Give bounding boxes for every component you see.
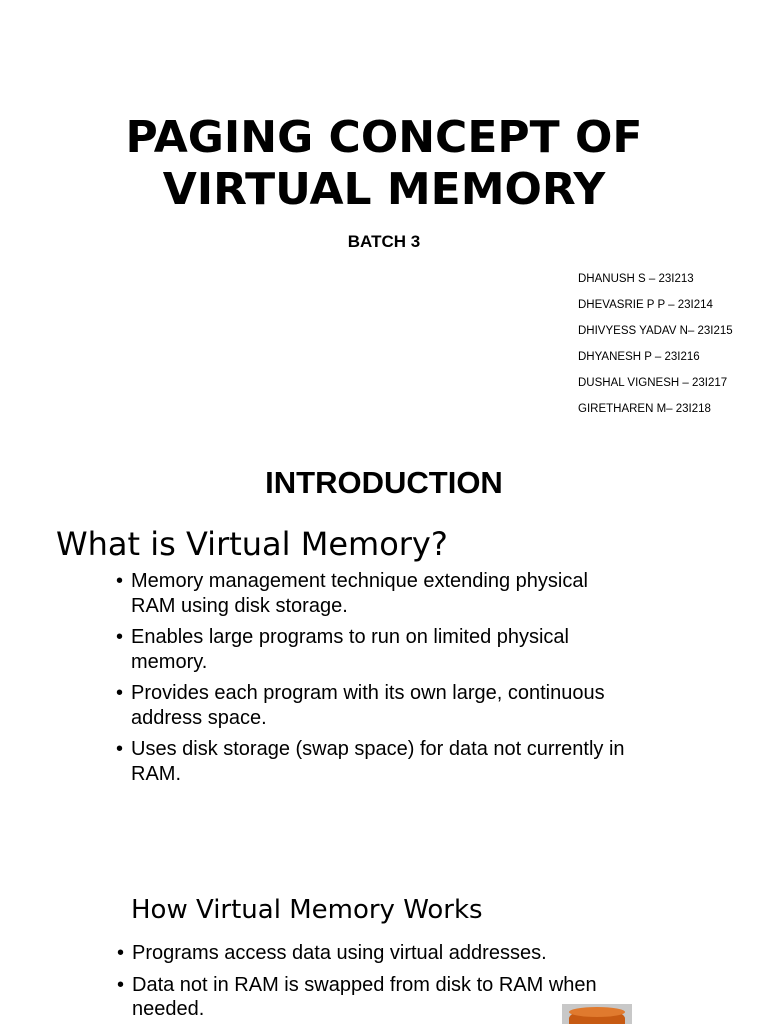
member-item: DHYANESH P – 23I216 <box>578 351 700 363</box>
disk-storage-image <box>562 1004 632 1024</box>
what-is-virtual-memory-heading: What is Virtual Memory? <box>56 525 448 563</box>
title-line: PAGING CONCEPT OF <box>125 112 643 163</box>
how-virtual-memory-works-heading: How Virtual Memory Works <box>131 895 483 925</box>
bullet-item: • Programs access data using virtual addresses. <box>117 941 632 966</box>
document-title <box>0 112 768 216</box>
how-bullet-list <box>117 941 632 1029</box>
member-item: DHIVYESS YADAV N– 23I215 <box>578 325 733 337</box>
introduction-heading: INTRODUCTION <box>265 465 503 500</box>
bullet-item: • Data not in RAM is swapped from disk to RAM when needed. <box>117 973 632 1022</box>
member-item: DUSHAL VIGNESH – 23I217 <box>578 377 728 389</box>
disk-top-icon <box>569 1007 625 1017</box>
batch-label: BATCH 3 <box>347 232 421 251</box>
member-list <box>578 266 768 422</box>
what-bullet-list <box>116 569 631 793</box>
member-item: GIRETHAREN M– 23I218 <box>578 403 711 415</box>
bullet-item: • Enables large programs to run on limited physical memory. <box>116 625 631 674</box>
bullet-item: • Uses disk storage (swap space) for data not currently in RAM. <box>116 737 631 786</box>
member-item: DHANUSH S – 23I213 <box>578 273 694 285</box>
bullet-item: • Provides each program with its own large, continuous address space. <box>116 681 631 730</box>
member-item: DHEVASRIE P P – 23I214 <box>578 299 713 311</box>
title-line: VIRTUAL MEMORY <box>162 164 606 215</box>
bullet-item: • Memory management technique extending physical RAM using disk storage. <box>116 569 631 618</box>
